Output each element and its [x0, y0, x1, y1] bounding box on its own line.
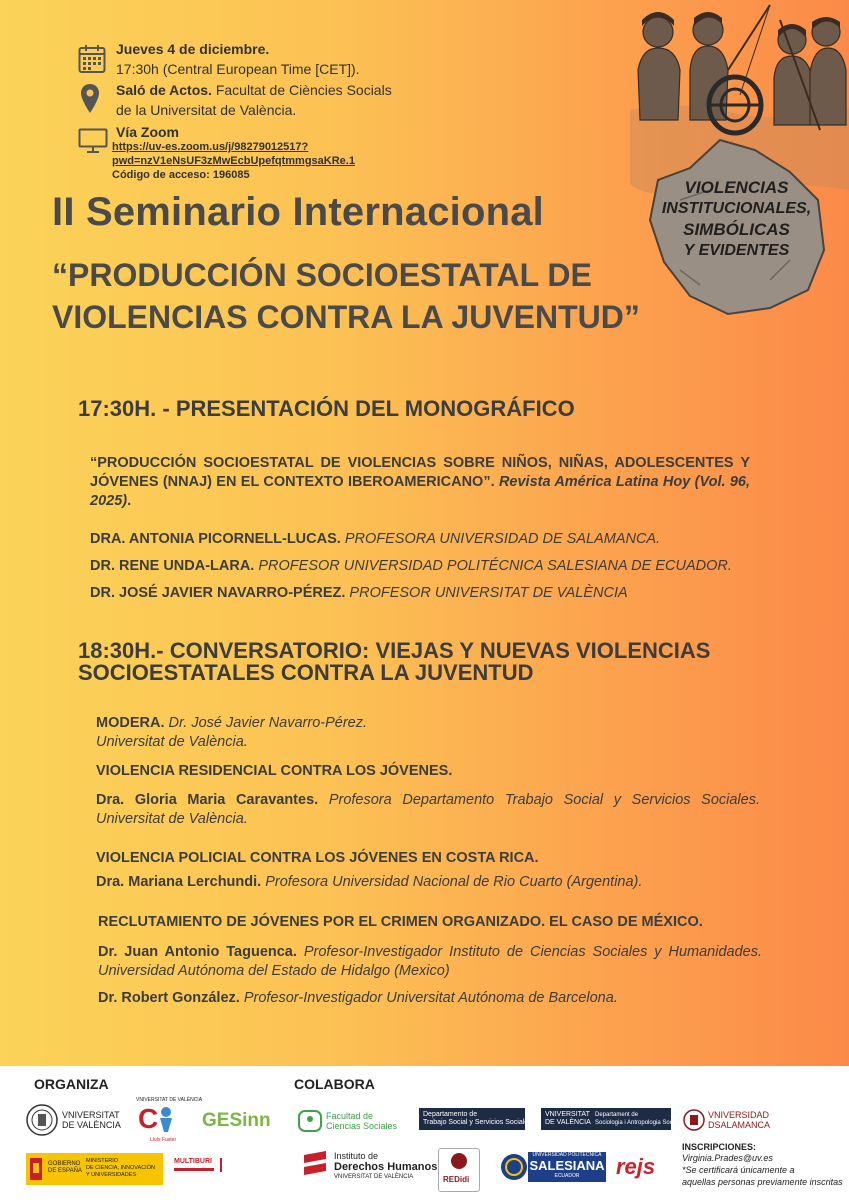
zoom-link-line-2[interactable]: pwd=nzV1eNsUF3zMwEcbUpefqtmmgsaKRe.1 — [112, 155, 355, 167]
badge-stone — [648, 138, 825, 314]
ups-seal-logo — [500, 1152, 528, 1182]
multiburi-bar — [174, 1168, 214, 1171]
modera-name: Dr. José Javier Navarro-Pérez. — [164, 715, 368, 731]
gobierno-text: GOBIERNO DE ESPAÑA — [48, 1161, 82, 1174]
monograph-journal: Revista América Latina Hoy (Vol. 96, 2025) — [90, 474, 750, 509]
topic-2-speaker-name: Dra. Mariana Lerchundi. — [96, 874, 262, 890]
idh-line-1: Instituto de — [334, 1151, 379, 1161]
redidi-mark-icon — [451, 1153, 467, 1169]
organiza-label: ORGANIZA — [34, 1076, 109, 1092]
monograph-end: . — [127, 493, 132, 509]
idh-logo-mark — [302, 1151, 328, 1179]
dep-soc-logo — [541, 1108, 679, 1130]
topic-1-speaker-name: Dra. Gloria Maria Caravantes. — [96, 792, 319, 808]
fcs-icon — [298, 1110, 322, 1132]
access-code: Código de acceso: 196085 — [112, 169, 250, 181]
footer — [0, 1066, 849, 1200]
redidi-logo — [438, 1148, 480, 1192]
topic-1-speaker — [96, 791, 760, 829]
section-2-heading-2: SOCIOESTATALES CONTRA LA JUVENTUD — [78, 660, 534, 685]
ministerio-text: MINISTERIO DE CIENCIA, INNOVACIÓN Y UNIVERSIDADES — [86, 1158, 155, 1178]
topic-3a-speaker-role: Profesor-Investigador Instituto de Ciencias Sociales y Humanidades. Universidad Autónoma del Estado de Hidalgo (Mexico) — [98, 944, 762, 979]
research-group-logo — [220, 1158, 292, 1172]
multiburi-logo: MULTIBURI — [174, 1158, 212, 1165]
cultura-logo-text: Lluís Fuster — [150, 1137, 177, 1143]
colabora-label: COLABORA — [294, 1076, 375, 1092]
badge-line-2: INSTITUCIONALES, — [661, 200, 812, 217]
inscripciones-note-2: aquellas personas previamente inscritas — [682, 1177, 843, 1187]
event-date: Jueves 4 de diciembre. — [116, 41, 270, 57]
speaker-3 — [90, 584, 628, 603]
seminar-subtitle-1: “PRODUCCIÓN SOCIOESTATAL DE — [52, 257, 592, 293]
speaker-2 — [90, 557, 732, 576]
ups-line-2: SALESIANA — [529, 1158, 605, 1173]
svg-text:C: C — [138, 1104, 159, 1134]
ups-line-1: UNIVERSIDAD POLITÉCNICA — [532, 1152, 602, 1158]
inscripciones-note-1: *Se certificará únicamente a — [682, 1165, 795, 1175]
venue-label: Saló de Actos. — [116, 82, 212, 98]
speaker-1-role: PROFESORA UNIVERSIDAD DE SALAMANCA. — [340, 531, 661, 547]
topic-3b-speaker-role: Profesor-Investigador Universitat Autónoma de Barcelona. — [239, 990, 618, 1006]
topic-1: VIOLENCIA RESIDENCIAL CONTRA LOS JÓVENES. — [96, 763, 453, 779]
usal-seal-logo — [683, 1108, 705, 1132]
topic-2: VIOLENCIA POLICIAL CONTRA LOS JÓVENES EN COSTA RICA. — [96, 850, 539, 866]
monitor-icon — [78, 128, 108, 154]
inscripciones-label[interactable]: INSCRIPCIONES: — [682, 1142, 757, 1152]
venue-text: Facultat de Ciències Socials — [211, 82, 392, 98]
monograph-title: “PRODUCCIÓN SOCIOESTATAL DE VIOLENCIAS SOBRE NIÑOS, NIÑAS, ADOLESCENTES Y JÓVENES (NNAJ) EN EL CONTEXTO IBEROAMERICANO”. — [90, 455, 750, 490]
topic-1-speaker-role: Profesora Departamento Trabajo Social y Servicios Sociales. Universitat de València. — [96, 792, 760, 827]
ministerio-logo — [26, 1153, 163, 1185]
badge-line-4: Y EVIDENTES — [683, 242, 790, 259]
seminar-subtitle-2: VIOLENCIAS CONTRA LA JUVENTUD” — [52, 299, 640, 335]
topic-3: RECLUTAMIENTO DE JÓVENES POR EL CRIMEN ORGANIZADO. EL CASO DE MÉXICO. — [98, 914, 703, 930]
dep-soc-uv-text: VNIVERSITAT DE VALÈNCIA — [545, 1111, 591, 1126]
speaker-3-name: DR. JOSÉ JAVIER NAVARRO-PÉREZ. — [90, 585, 346, 601]
inscripciones-email[interactable]: Virginia.Prades@uv.es — [682, 1153, 773, 1163]
modera-label: MODERA. — [96, 715, 165, 731]
speaker-1 — [90, 530, 660, 549]
modera-affiliation: Universitat de València. — [96, 734, 248, 750]
topic-2-speaker-role: Profesora Universidad Nacional de Rio Cuarto (Argentina). — [261, 874, 643, 890]
topic-3a-speaker-name: Dr. Juan Antonio Taguenca. — [98, 944, 297, 960]
dep-ts-logo: Departamento de Trabajo Social y Servicios Sociales — [419, 1108, 525, 1130]
topic-3b-speaker-name: Dr. Robert González. — [98, 990, 240, 1006]
uv-small-text: VNIVERSITAT DE VALÈNCIA — [136, 1097, 203, 1103]
rejs-logo: rejs — [616, 1154, 656, 1179]
cultura-logo — [138, 1104, 188, 1134]
usal-logo-text: VNIVERSIDAD DSALAMANCA — [708, 1110, 771, 1130]
topic-3-speaker-a — [98, 943, 762, 981]
dep-soc-text: Departament de Sociologia i Antropologia Social — [595, 1112, 679, 1126]
calendar-icon — [78, 44, 106, 74]
uv-seal-logo — [26, 1102, 58, 1138]
event-time: 17:30h (Central European Time [CET]). — [116, 61, 360, 77]
venue-text-2: de la Universitat de València. — [116, 102, 297, 118]
speaker-3-role: PROFESOR UNIVERSITAT DE VALÈNCIA — [345, 585, 628, 601]
redidi-text: REDidi — [443, 1175, 470, 1184]
zoom-label: Vía Zoom — [116, 124, 180, 140]
ups-logo — [528, 1152, 606, 1182]
ups-line-3: ECUADOR — [554, 1173, 580, 1179]
uv-logo-text: VNIVERSITAT DE VALÈNCIA — [62, 1110, 121, 1130]
badge-line-1: VIOLENCIAS — [684, 178, 789, 197]
zoom-link-line-1[interactable]: https://uv-es.zoom.us/j/98279012517? — [112, 141, 309, 153]
speaker-2-name: DR. RENE UNDA-LARA. — [90, 558, 255, 574]
gesinn-logo: GESinn — [202, 1110, 271, 1131]
monograph-description — [90, 454, 750, 511]
seminar-title: II Seminario Internacional — [52, 190, 544, 234]
idh-line-2: Derechos Humanos — [334, 1161, 438, 1173]
badge-line-3: SIMBÓLICAS — [683, 220, 790, 239]
location-pin-icon — [80, 83, 100, 115]
spain-arms-icon — [29, 1157, 43, 1181]
speaker-1-name: DRA. ANTONIA PICORNELL-LUCAS. — [90, 531, 341, 547]
idh-line-3: VNIVERSITAT DE VALÈNCIA — [334, 1174, 414, 1180]
section-2-heading-1: 18:30H.- CONVERSATORIO: VIEJAS Y NUEVAS VIOLENCIAS — [78, 638, 711, 663]
speaker-2-role: PROFESOR UNIVERSIDAD POLITÉCNICA SALESIANA DE ECUADOR. — [254, 558, 732, 574]
fcs-logo-text: Facultad de Ciencias Sociales — [326, 1111, 398, 1131]
section-1-heading: 17:30H. - PRESENTACIÓN DEL MONOGRÁFICO — [78, 396, 575, 421]
